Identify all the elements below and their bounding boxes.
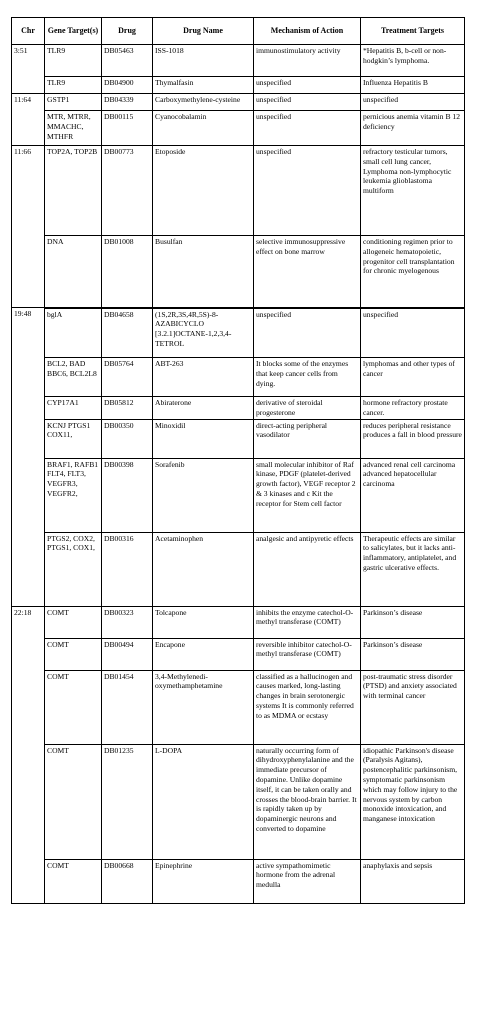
- table-row: [12, 532, 465, 606]
- cell-mechanism: unspecified: [254, 111, 361, 146]
- cell-drug-name: Etoposide: [153, 146, 254, 236]
- cell-chr: 11:64: [12, 94, 45, 111]
- cell-chr: [12, 358, 45, 397]
- cell-mechanism: unspecified: [254, 77, 361, 94]
- cell-gene: COMT: [45, 638, 102, 670]
- cell-drug-name: 3,4-Methylenedi-oxymethamphetamine: [153, 670, 254, 744]
- cell-drug: DB04339: [102, 94, 153, 111]
- cell-drug: DB00323: [102, 606, 153, 638]
- cell-drug: DB00316: [102, 532, 153, 606]
- table-row: [12, 358, 465, 397]
- cell-chr: [12, 397, 45, 420]
- cell-drug-name: Tolcapone: [153, 606, 254, 638]
- cell-gene: KCNJ PTGS1 COX11,: [45, 419, 102, 458]
- table-row: [12, 236, 465, 308]
- cell-mechanism: derivative of steroidal progesterone: [254, 397, 361, 420]
- cell-treatment-targets: hormone refractory prostate cancer.: [361, 397, 465, 420]
- cell-drug-name: ABT-263: [153, 358, 254, 397]
- cell-drug-name: L-DOPA: [153, 744, 254, 859]
- cell-treatment-targets: Parkinson’s disease: [361, 606, 465, 638]
- cell-drug-name: Sorafenib: [153, 458, 254, 532]
- cell-drug: DB00115: [102, 111, 153, 146]
- cell-gene: CYP17A1: [45, 397, 102, 420]
- table-row: [12, 397, 465, 420]
- cell-treatment-targets: anaphylaxis and sepsis: [361, 859, 465, 903]
- cell-drug: DB04900: [102, 77, 153, 94]
- cell-treatment-targets: conditioning regimen prior to allogeneic hematopoietic, progenitor cell transplantation for chronic myelogenous: [361, 236, 465, 308]
- cell-drug: DB00773: [102, 146, 153, 236]
- cell-drug: DB04658: [102, 308, 153, 358]
- header-mechanism: Mechanism of Action: [254, 18, 361, 45]
- table-row: [12, 670, 465, 744]
- cell-drug-name: Busulfan: [153, 236, 254, 308]
- cell-drug-name: Encapone: [153, 638, 254, 670]
- cell-mechanism: immunostimulatory activity: [254, 45, 361, 77]
- cell-gene: TLR9: [45, 77, 102, 94]
- cell-chr: 11:66: [12, 146, 45, 236]
- cell-mechanism: analgesic and antipyretic effects: [254, 532, 361, 606]
- cell-mechanism: classified as a hallucinogen and causes marked, long-lasting changes in brain serotonergic systems It is commonly referred to as MDMA or ecstasy: [254, 670, 361, 744]
- cell-chr: 19:48: [12, 308, 45, 358]
- header-chr: Chr: [12, 18, 45, 45]
- cell-gene: BRAF1, RAFB1 FLT4, FLT3, VEGFR3, VEGFR2,: [45, 458, 102, 532]
- cell-drug: DB01008: [102, 236, 153, 308]
- table-body: [12, 45, 465, 904]
- cell-treatment-targets: unspecified: [361, 94, 465, 111]
- cell-drug-name: Minoxidil: [153, 419, 254, 458]
- cell-chr: [12, 419, 45, 458]
- table-row: [12, 146, 465, 236]
- cell-treatment-targets: refractory testicular tumors, small cell lung cancer, Lymphoma non-lymphocytic leukemia glioblastoma multiform: [361, 146, 465, 236]
- cell-chr: 3:51: [12, 45, 45, 77]
- cell-chr: [12, 638, 45, 670]
- cell-gene: MTR, MTRR, MMACHC, MTHFR: [45, 111, 102, 146]
- cell-mechanism: active sympathomimetic hormone from the adrenal medulla: [254, 859, 361, 903]
- cell-gene: BCL2, BAD BBC6, BCL2L8: [45, 358, 102, 397]
- table-row: [12, 94, 465, 111]
- cell-drug-name: Acetaminophen: [153, 532, 254, 606]
- cell-drug: DB01235: [102, 744, 153, 859]
- table-row: [12, 458, 465, 532]
- cell-drug-name: Thymalfasin: [153, 77, 254, 94]
- cell-mechanism: reversible inhibitor catechol-O-methyl transferase (COMT): [254, 638, 361, 670]
- cell-treatment-targets: Therapeutic effects are similar to salicylates, but it lacks anti-inflammatory, antiplatelet, and gastric ulcerative effects.: [361, 532, 465, 606]
- cell-mechanism: It blocks some of the enzymes that keep cancer cells from dying.: [254, 358, 361, 397]
- cell-mechanism: direct-acting peripheral vasodilator: [254, 419, 361, 458]
- cell-chr: [12, 744, 45, 859]
- cell-drug: DB05812: [102, 397, 153, 420]
- cell-treatment-targets: lymphomas and other types of cancer: [361, 358, 465, 397]
- cell-drug-name: Epinephrine: [153, 859, 254, 903]
- cell-drug-name: Cyanocobalamin: [153, 111, 254, 146]
- cell-chr: [12, 111, 45, 146]
- header-row: [12, 18, 465, 45]
- cell-drug: DB00350: [102, 419, 153, 458]
- cell-mechanism: unspecified: [254, 146, 361, 236]
- cell-treatment-targets: unspecified: [361, 308, 465, 358]
- cell-mechanism: unspecified: [254, 94, 361, 111]
- table-row: [12, 111, 465, 146]
- cell-drug-name: (1S,2R,3S,4R,5S)-8-AZABICYCLO [3.2.1]OCTANE-1,2,3,4-TETROL: [153, 308, 254, 358]
- cell-gene: COMT: [45, 744, 102, 859]
- cell-chr: 22:18: [12, 606, 45, 638]
- cell-mechanism: small molecular inhibitor of Raf kinase, PDGF (platelet-derived growth factor), VEGF receptor 2 & 3 kinases and c Kit the receptor for Stem cell factor: [254, 458, 361, 532]
- table-row: [12, 308, 465, 358]
- cell-drug: DB00398: [102, 458, 153, 532]
- cell-mechanism: selective immunosuppressive effect on bone marrow: [254, 236, 361, 308]
- cell-treatment-targets: advanced renal cell carcinoma advanced hepatocellular carcinoma: [361, 458, 465, 532]
- cell-mechanism: naturally occurring form of dihydroxyphenylalanine and the immediate precursor of dopamine. Unlike dopamine itself, it can be taken orally and crosses the blood-brain barrier. It is rapidly taken up by dopaminergic neurons and converted to dopamine: [254, 744, 361, 859]
- cell-gene: COMT: [45, 670, 102, 744]
- cell-drug-name: Abiraterone: [153, 397, 254, 420]
- table-row: [12, 606, 465, 638]
- cell-drug: DB05764: [102, 358, 153, 397]
- cell-gene: COMT: [45, 859, 102, 903]
- cell-gene: bglA: [45, 308, 102, 358]
- table-row: [12, 744, 465, 859]
- cell-treatment-targets: Influenza Hepatitis B: [361, 77, 465, 94]
- header-drug: Drug: [102, 18, 153, 45]
- table-row: [12, 77, 465, 94]
- cell-treatment-targets: reduces peripheral resistance produces a fall in blood pressure: [361, 419, 465, 458]
- cell-drug: DB00494: [102, 638, 153, 670]
- cell-drug: DB00668: [102, 859, 153, 903]
- cell-chr: [12, 77, 45, 94]
- cell-gene: TOP2A, TOP2B: [45, 146, 102, 236]
- cell-chr: [12, 859, 45, 903]
- cell-gene: PTGS2, COX2, PTGS1, COX1,: [45, 532, 102, 606]
- cell-treatment-targets: idiopathic Parkinson's disease (Paralysis Agitans), postencephalitic parkinsonism, symptomatic parkinsonism which may follow injury to the nervous system by carbon monoxide intoxication, and manganese intoxication: [361, 744, 465, 859]
- cell-drug: DB01454: [102, 670, 153, 744]
- cell-treatment-targets: Parkinson’s disease: [361, 638, 465, 670]
- cell-treatment-targets: pernicious anemia vitamin B 12 deficiency: [361, 111, 465, 146]
- cell-chr: [12, 458, 45, 532]
- cell-mechanism: inhibits the enzyme catechol-O-methyl transferase (COMT): [254, 606, 361, 638]
- cell-chr: [12, 670, 45, 744]
- cell-mechanism: unspecified: [254, 308, 361, 358]
- table-row: [12, 638, 465, 670]
- header-drug-name: Drug Name: [153, 18, 254, 45]
- cell-drug: DB05463: [102, 45, 153, 77]
- header-treatment-targets: Treatment Targets: [361, 18, 465, 45]
- cell-gene: COMT: [45, 606, 102, 638]
- cell-gene: DNA: [45, 236, 102, 308]
- table-row: [12, 419, 465, 458]
- cell-drug-name: Carboxymethylene-cysteine: [153, 94, 254, 111]
- table-row: [12, 45, 465, 77]
- cell-chr: [12, 236, 45, 308]
- cell-gene: TLR9: [45, 45, 102, 77]
- cell-treatment-targets: *Hepatitis B, b-cell or non-hodgkin’s lymphoma.: [361, 45, 465, 77]
- cell-gene: GSTP1: [45, 94, 102, 111]
- table-header: [12, 18, 465, 45]
- cell-chr: [12, 532, 45, 606]
- header-gene-targets: Gene Target(s): [45, 18, 102, 45]
- table-row: [12, 859, 465, 903]
- drug-target-table: [11, 17, 465, 904]
- cell-drug-name: ISS-1018: [153, 45, 254, 77]
- cell-treatment-targets: post-traumatic stress disorder (PTSD) and anxiety associated with terminal cancer: [361, 670, 465, 744]
